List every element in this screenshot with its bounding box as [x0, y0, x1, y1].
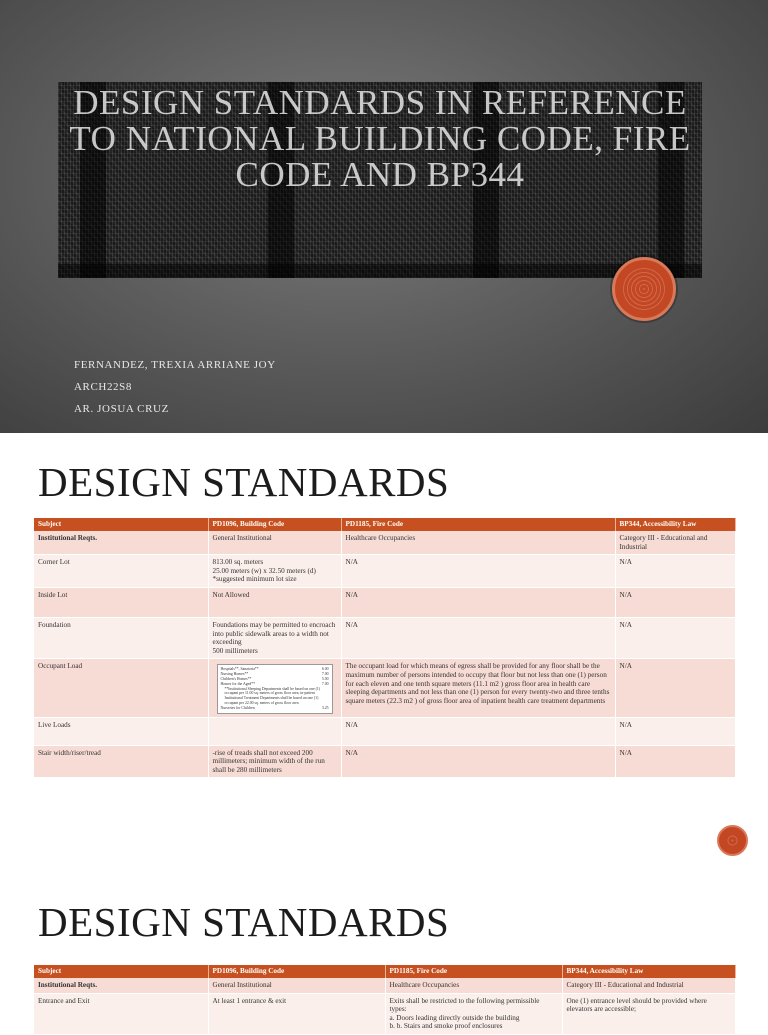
cell-building: [208, 659, 341, 717]
table-row: [34, 745, 735, 778]
table-row: [34, 555, 735, 588]
mini-value: 5.00: [321, 676, 329, 681]
header-subject: Subject: [34, 518, 208, 531]
mini-note: **Institutional Sleeping Departments shall be based on one (1) occupant per 11.00 sq. meters of gross floor area, in-patient Institutional Treatment Departments shall be based on one (1) occupant per 22.00 sq. meters of gross floor area: [224, 686, 321, 705]
cell-subject: Occupant Load: [34, 659, 208, 717]
author-name: FERNANDEZ, TREXIA ARRIANE JOY: [74, 359, 276, 371]
cell-subject: Foundation: [34, 617, 208, 658]
table-header-row: [34, 965, 735, 978]
cell-building: Foundations may be permitted to encroach into public sidewalk areas to a width not exceeding 500 millimeters: [208, 617, 341, 658]
cell-subject: Entrance and Exit: [34, 993, 208, 1034]
author-block: [74, 358, 276, 424]
instructor-name: AR. JOSUA CRUZ: [74, 403, 169, 415]
cell-building: Not Allowed: [208, 587, 341, 617]
cell-fire: Exits shall be restricted to the following permissible types: a. Doors leading directly outside the building b. b. Stairs and smoke proof enclosures: [385, 993, 562, 1034]
header-fire-code: PD1185, Fire Code: [385, 965, 562, 978]
header-accessibility-law: BP344, Accessibility Law: [615, 518, 735, 531]
header-building-code: PD1096, Building Code: [208, 518, 341, 531]
cell-fire: N/A: [341, 745, 615, 778]
decorative-circle-icon: [717, 825, 748, 856]
cell-access: N/A: [615, 555, 735, 588]
cell-access: N/A: [615, 745, 735, 778]
cell-fire: N/A: [341, 617, 615, 658]
cell-building: At least 1 entrance & exit: [208, 993, 385, 1034]
table-row: [34, 659, 735, 717]
cell-building: General Institutional: [208, 531, 341, 555]
cell-subject: Institutional Reqts.: [34, 978, 208, 993]
mini-value: 7.00: [321, 681, 329, 686]
cell-subject: Live Loads: [34, 717, 208, 745]
mini-label: Homes for the Aged**: [220, 681, 255, 686]
decorative-circle-icon: [612, 257, 676, 321]
table-row: [34, 978, 735, 993]
table-row: [34, 587, 735, 617]
table-row: [34, 617, 735, 658]
table-row: [34, 717, 735, 745]
standards-table-1: [34, 518, 736, 778]
mini-row: [221, 706, 329, 711]
mini-value: 6.00: [321, 667, 329, 672]
slide2-heading: DESIGN STANDARDS: [38, 459, 450, 505]
header-building-code: PD1096, Building Code: [208, 965, 385, 978]
cell-building: [208, 717, 341, 745]
cell-fire: N/A: [341, 587, 615, 617]
mini-value: 3.25: [321, 705, 329, 710]
mini-label: Hospitals**, Sanatoria**: [220, 667, 259, 672]
cell-fire: The occupant load for which means of egress shall be provided for any floor shall be the maximum number of persons intended to occupy that floor but not less than one (1) person for each eleven and one tenth square meters (11.1 m2 ) gross floor area in health care sleeping departments and not less than one (1) person for every twenty-two and three tenths square meters (22.3 m2 ) of gross floor area of inpatient health care treatment departments: [341, 659, 615, 717]
cell-subject: Stair width/riser/tread: [34, 745, 208, 778]
title-slide: [0, 0, 768, 433]
header-subject: Subject: [34, 965, 208, 978]
band-bottom: [58, 264, 702, 278]
cell-fire: Healthcare Occupancies: [385, 978, 562, 993]
cell-access: Category III - Educational and Industrial: [615, 531, 735, 555]
cell-building: -rise of treads shall not exceed 200 millimeters; minimum width of the run shall be 280 millimeters: [208, 745, 341, 778]
slide3-heading: DESIGN STANDARDS: [38, 899, 450, 945]
cell-building: 813.00 sq. meters 25.00 meters (w) x 32.50 meters (d) *suggested minimum lot size: [208, 555, 341, 588]
cell-fire: Healthcare Occupancies: [341, 531, 615, 555]
occupant-load-mini-table: [217, 664, 333, 713]
mini-label: Nursing Homes**: [220, 672, 249, 677]
standards-table-2: [34, 965, 736, 1035]
cell-access: N/A: [615, 617, 735, 658]
table-row: [34, 993, 735, 1034]
cell-access: One (1) entrance level should be provided where elevators are accessible;: [562, 993, 735, 1034]
mini-value: 7.00: [321, 672, 329, 677]
cell-access: Category III - Educational and Industrial: [562, 978, 735, 993]
cell-access: N/A: [615, 717, 735, 745]
cell-subject: Inside Lot: [34, 587, 208, 617]
table-row: [34, 531, 735, 555]
cell-access: N/A: [615, 659, 735, 717]
mini-label: Nurseries for Children: [220, 705, 255, 710]
section-code: ARCH22S8: [74, 381, 132, 393]
cell-building: General Institutional: [208, 978, 385, 993]
header-fire-code: PD1185, Fire Code: [341, 518, 615, 531]
cell-subject: Institutional Reqts.: [34, 531, 208, 555]
mini-label: Children's Homes**: [220, 676, 252, 681]
cell-access: N/A: [615, 587, 735, 617]
cell-subject: Corner Lot: [34, 555, 208, 588]
table-header-row: [34, 518, 735, 531]
slide-title: DESIGN STANDARDS IN REFERENCE TO NATIONAL BUILDING CODE, FIRE CODE AND BP344: [69, 83, 691, 194]
cell-fire: N/A: [341, 555, 615, 588]
cell-fire: N/A: [341, 717, 615, 745]
header-accessibility-law: BP344, Accessibility Law: [562, 965, 735, 978]
